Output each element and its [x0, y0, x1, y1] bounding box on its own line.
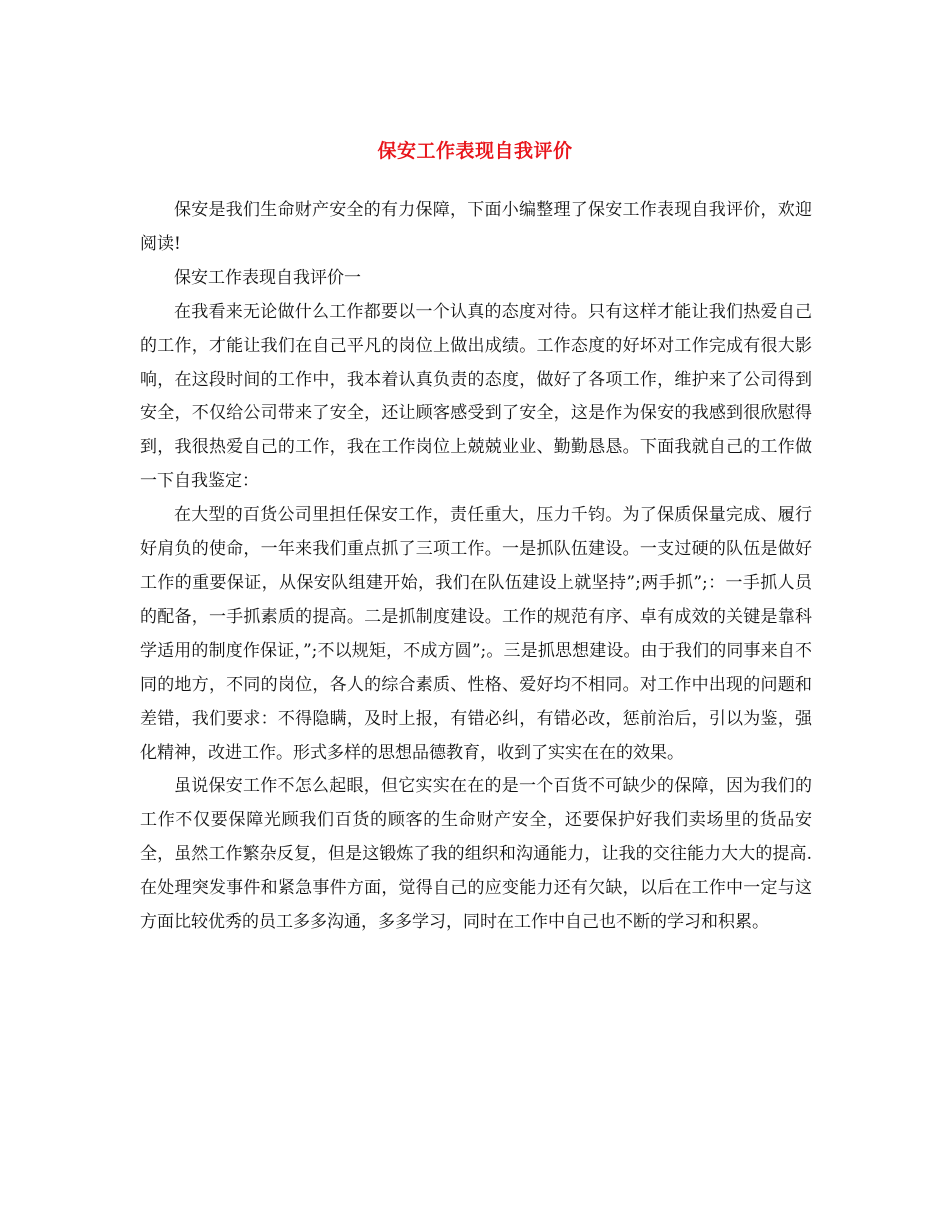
document-body	[140, 194, 812, 940]
section-heading: 保安工作表现自我评价一	[174, 267, 361, 288]
document-title: 保安工作表现自我评价	[377, 140, 573, 162]
paragraph-three-tasks: 在大型的百货公司里担任保安工作，责任重大，压力千钧。为了保质保量完成、履行好肩负的使命，一年来我们重点抓了三项工作。一是抓队伍建设。一支过硬的队伍是做好工作的重要保证，从保安队组建开始，我们在队伍建设上就坚持”;两手抓”;：一手抓人员的配备，一手抓素质的提高。二是抓制度建设。工作的规范有序、卓有成效的关键是靠科学适用的制度作保证，”;不以规矩，不成方圆”;。三是抓思想建设。由于我们的同事来自不同的地方，不同的岗位，各人的综合素质、性格、爱好均不相同。对工作中出现的问题和差错，我们要求：不得隐瞒，及时上报，有错必纠，有错必改，惩前治后，引以为鉴，强化精神，改进工作。形式多样的思想品德教育，收到了实实在在的效果。	[140, 505, 812, 763]
paragraph-intro: 保安是我们生命财产安全的有力保障，下面小编整理了保安工作表现自我评价，欢迎阅读!	[140, 200, 812, 254]
paragraph-reflection: 虽说保安工作不怎么起眼，但它实实在在的是一个百货不可缺少的保障，因为我们的工作不仅要保障光顾我们百货的顾客的生命财产安全，还要保护好我们卖场里的货品安全，虽然工作繁杂反复，但是这锻炼了我的组织和沟通能力，让我的交往能力大大的提高.在处理突发事件和紧急事件方面，觉得自己的应变能力还有欠缺，以后在工作中一定与这方面比较优秀的员工多多沟通，多多学习，同时在工作中自己也不断的学习和积累。	[140, 776, 812, 933]
paragraph-attitude: 在我看来无论做什么工作都要以一个认真的态度对待。只有这样才能让我们热爱自己的工作，才能让我们在自己平凡的岗位上做出成绩。工作态度的好坏对工作完成有很大影响，在这段时间的工作中，我本着认真负责的态度，做好了各项工作，维护来了公司得到安全，不仅给公司带来了安全，还让顾客感受到了安全，这是作为保安的我感到很欣慰得到，我很热爱自己的工作，我在工作岗位上兢兢业业、勤勤恳恳。下面我就自己的工作做一下自我鉴定：	[140, 301, 812, 492]
